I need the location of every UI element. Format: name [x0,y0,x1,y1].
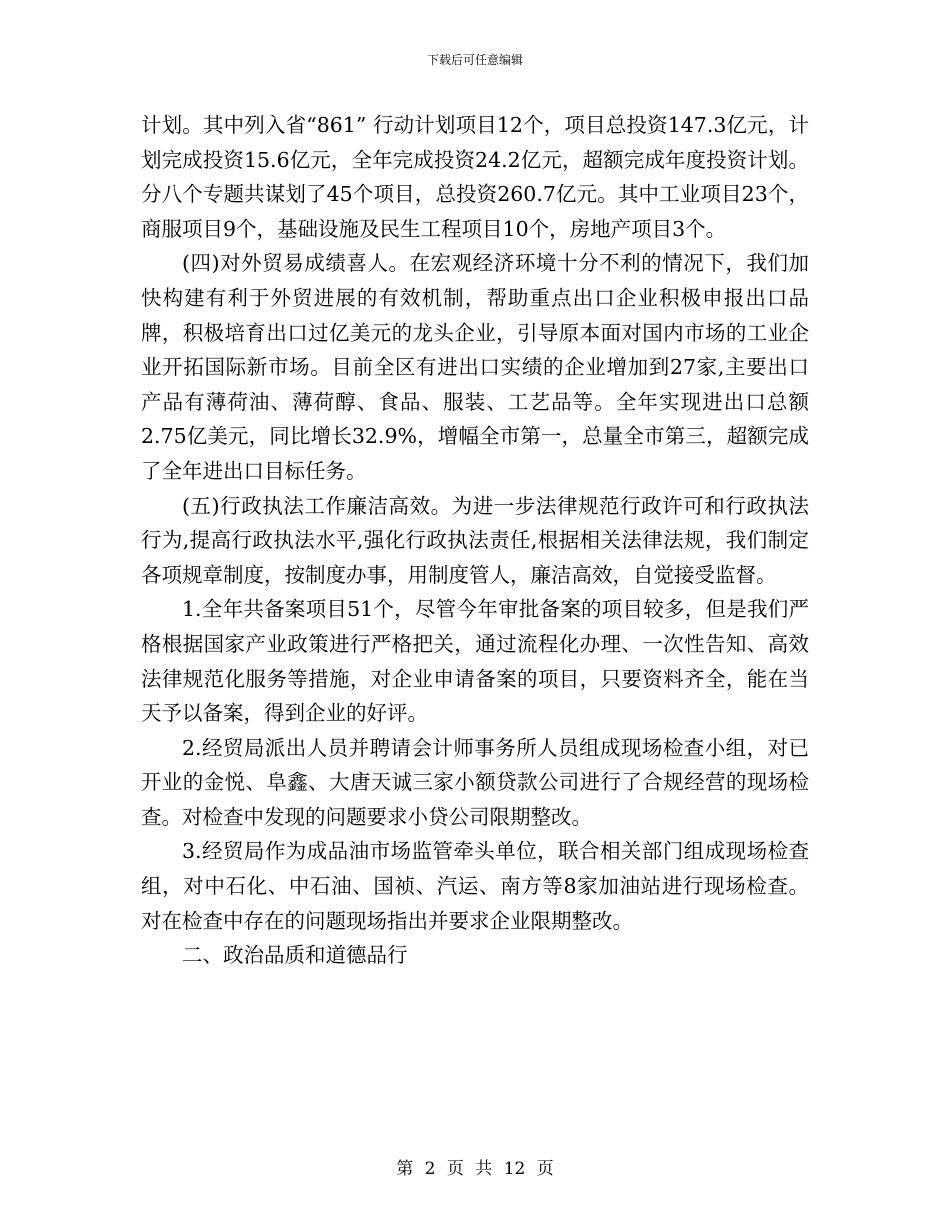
paragraph-item-1-filing: 1.全年共备案项目51个，尽管今年审批备案的项目较多，但是我们严格根据国家产业政策进行严格把关，通过流程化办理、一次性告知、高效法律规范化服务等措施，对企业申请备案的项目，只要资料齐全，能在当天予以备案，得到企业的好评。 [141,597,809,726]
page-number-footer: 第 2 页 共 12 页 [396,1159,554,1179]
paragraph-investment-plan: 计划。其中列入省“861” 行动计划项目12个，项目总投资147.3亿元，计划完成投资15.6亿元，全年完成投资24.2亿元，超额完成年度投资计划。分八个专题共谋划了45个项目，总投资260.7亿元。其中工业项目23个，商服项目9个，基础设施及民生工程项目10个，房地产项目3个。 [141,113,809,241]
paragraph-administrative-law: (五)行政执法工作廉洁高效。为进一步法律规范行政许可和行政执法行为,提高行政执法水平,强化行政执法责任,根据相关法律法规，我们制定各项规章制度，按制度办事，用制度管人，廉洁高效，自觉接受监督。 [141,493,809,587]
header-note: 下载后可任意编辑 [426,53,523,67]
section-heading-political-quality: 二、政治品质和道德品行 [182,943,408,968]
document-body [141,108,809,973]
paragraph-item-3-oil-market: 3.经贸局作为成品油市场监管牵头单位，联合相关部门组成现场检查组，对中石化、中石油、国祯、汽运、南方等8家加油站进行现场检查。对在检查中存在的问题现场指出并要求企业限期整改。 [141,839,809,933]
paragraph-item-2-loan-check: 2.经贸局派出人员并聘请会计师事务所人员组成现场检查小组，对已开业的金悦、阜鑫、大唐天诚三家小额贷款公司进行了合规经营的现场检查。对检查中发现的问题要求小贷公司限期整改。 [141,735,809,829]
paragraph-foreign-trade: (四)对外贸易成绩喜人。在宏观经济环境十分不利的情况下，我们加快构建有利于外贸进展的有效机制，帮助重点出口企业积极申报出口品牌，积极培育出口过亿美元的龙头企业，引导原本面对国内市场的工业企业开拓国际新市场。目前全区有进出口实绩的企业增加到27家,主要出口产品有薄荷油、薄荷醇、食品、服装、工艺品等。全年实现进出口总额2.75亿美元，同比增长32.9%，增幅全市第一，总量全市第三，超额完成了全年进出口目标任务。 [141,251,809,483]
